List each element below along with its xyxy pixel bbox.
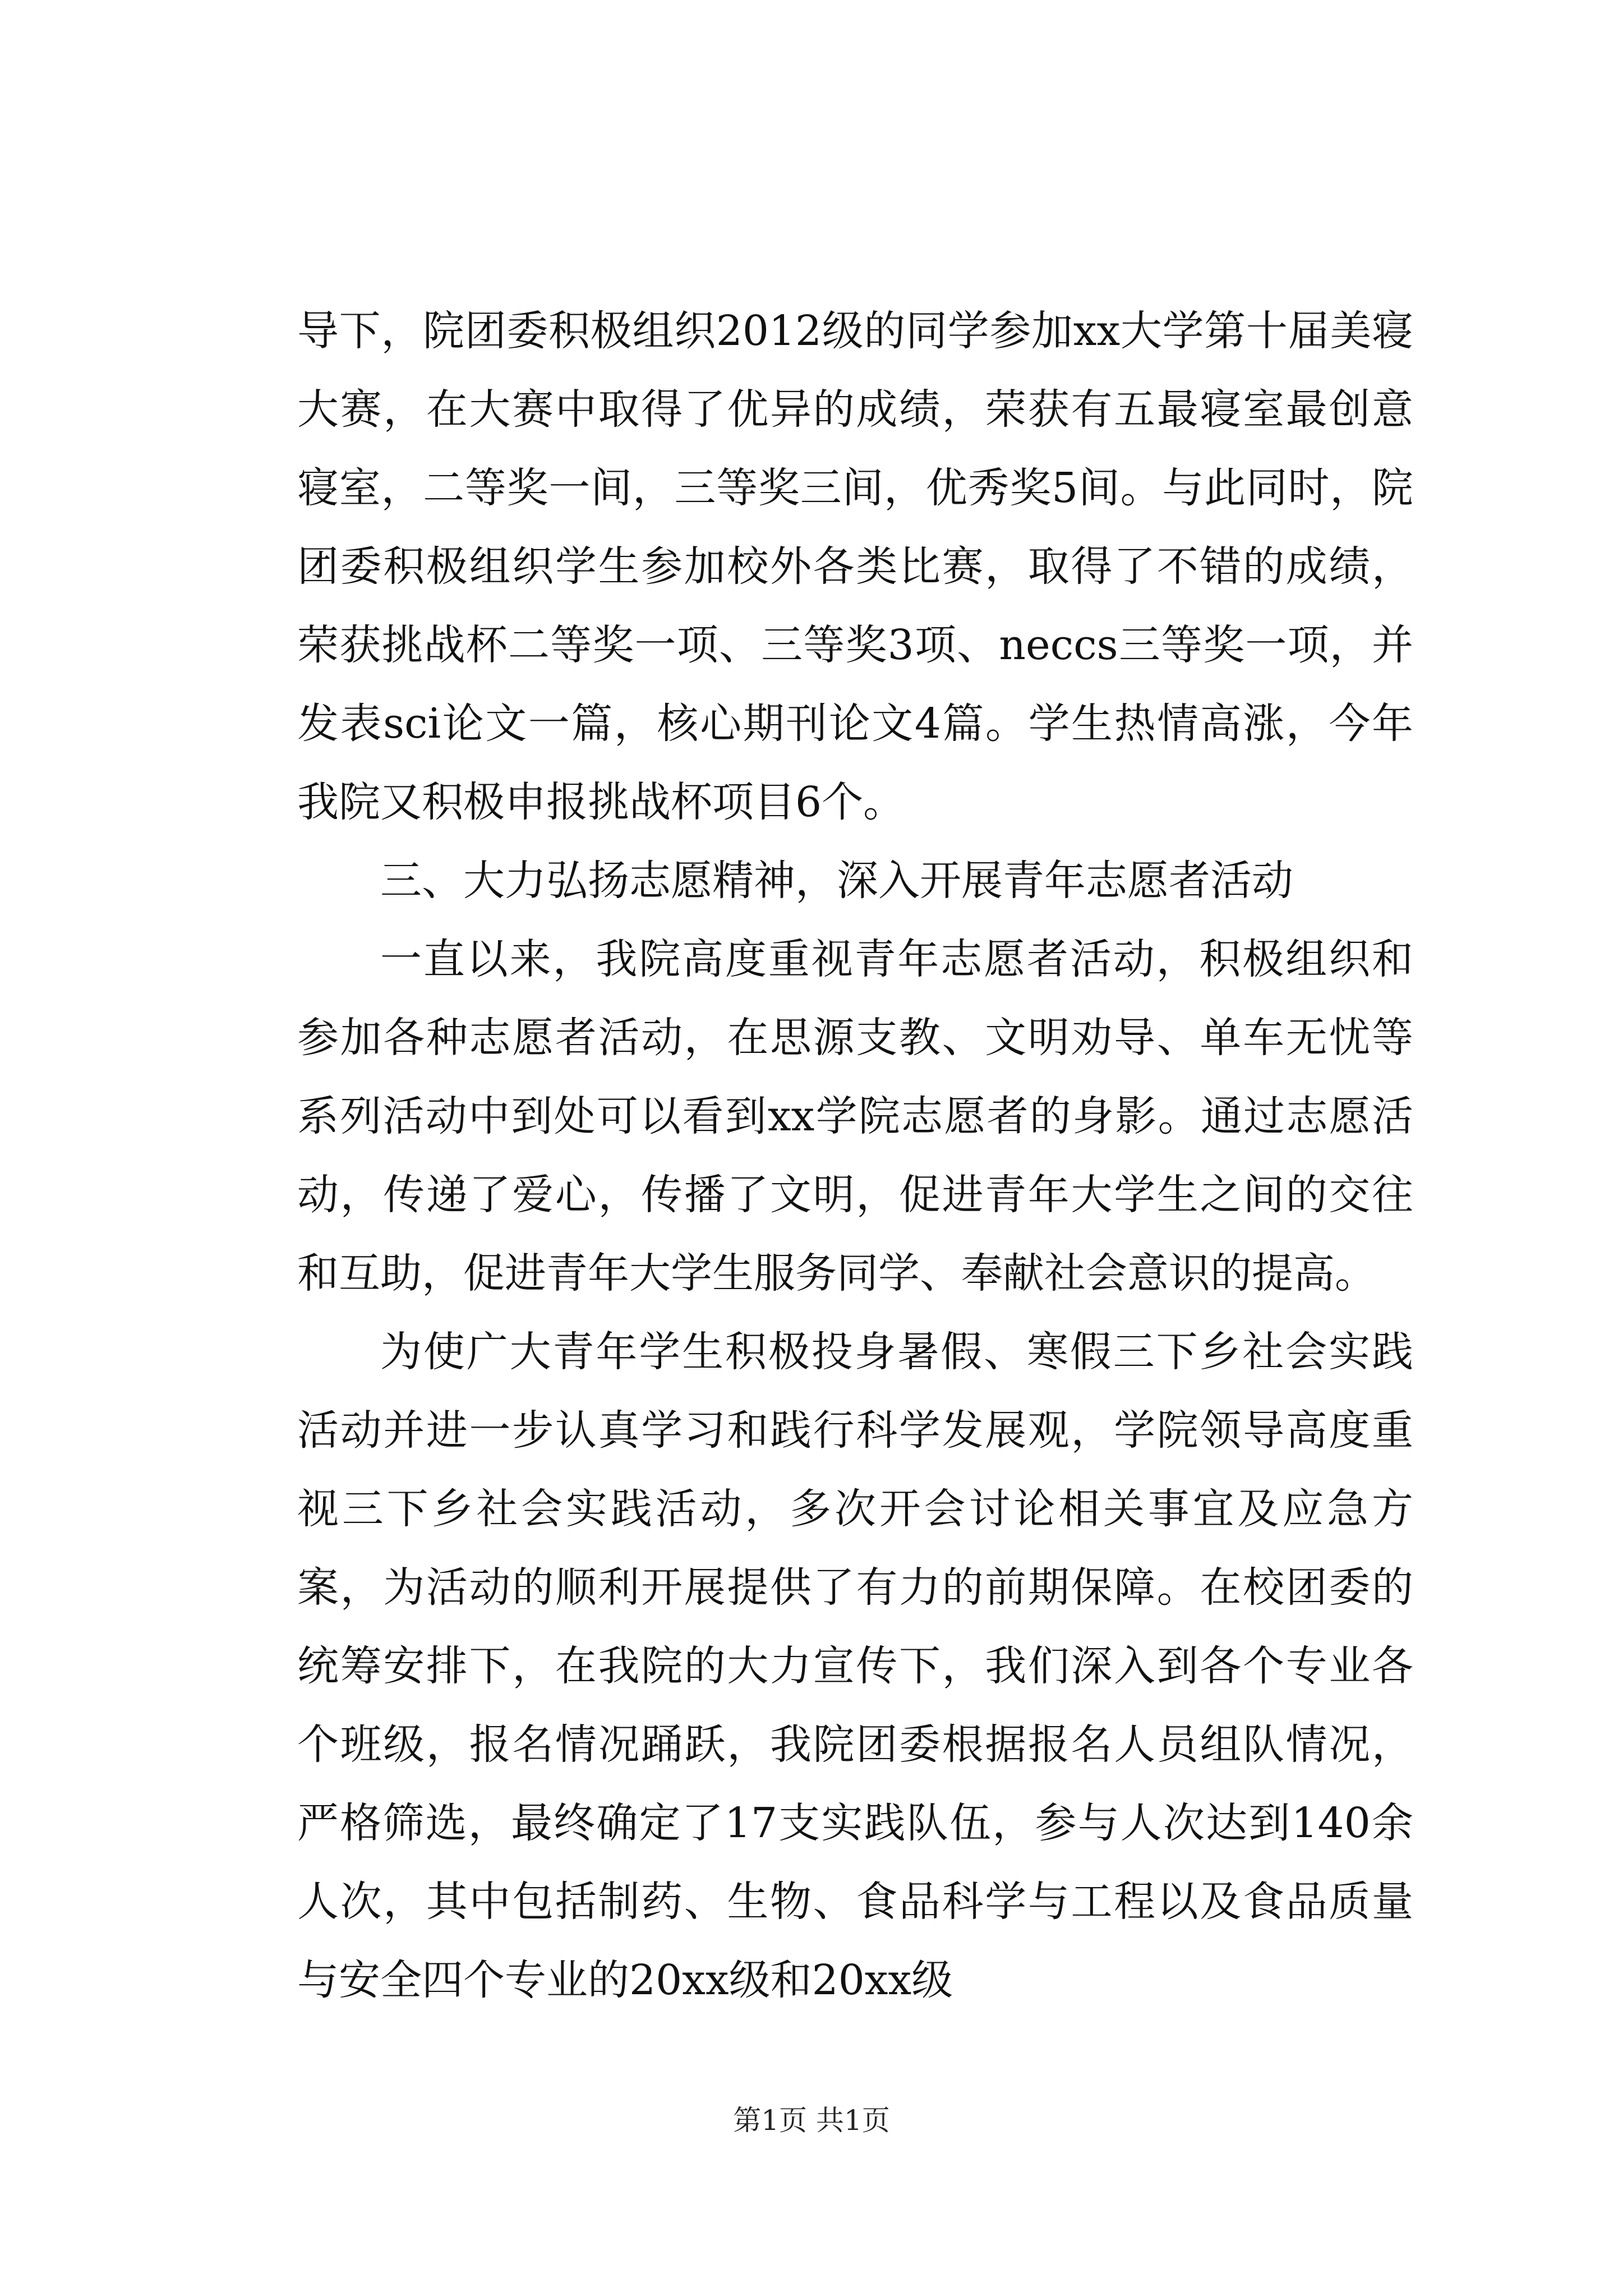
section-heading: 三、大力弘扬志愿精神，深入开展青年志愿者活动	[380, 857, 1293, 905]
paragraph-continuation: 导下，院团委积极组织2012级的同学参加xx大学第十届美寝大赛，在大赛中取得了优异的成绩，荣获有五最寝室最创意寝室，二等奖一间，三等奖三间，优秀奖5间。与此同时，院团委积极组织学生参加校外各类比赛，取得了不错的成绩，荣获挑战杯二等奖一项、三等奖3项、neccs三等奖一项，并发表sci论文一篇，核心期刊论文4篇。学生热情高涨，今年我院又积极申报挑战杯项目6个。	[297, 307, 1413, 826]
paragraph-volunteer: 一直以来，我院高度重视青年志愿者活动，积极组织和参加各种志愿者活动，在思源支教、文明劝导、单车无忧等系列活动中到处可以看到xx学院志愿者的身影。通过志愿活动，传递了爱心，传播了文明，促进青年大学生之间的交往和互助，促进青年大学生服务同学、奉献社会意识的提高。	[297, 935, 1413, 1297]
page-footer: 第1页 共1页	[733, 2104, 890, 2137]
document-body	[297, 292, 1413, 2019]
paragraph-social-practice: 为使广大青年学生积极投身暑假、寒假三下乡社会实践活动并进一步认真学习和践行科学发展观，学院领导高度重视三下乡社会实践活动，多次开会讨论相关事宜及应急方案，为活动的顺利开展提供了有力的前期保障。在校团委的统筹安排下，在我院的大力宣传下，我们深入到各个专业各个班级，报名情况踊跃，我院团委根据报名人员组队情况，严格筛选，最终确定了17支实践队伍，参与人次达到140余人次，其中包括制药、生物、食品科学与工程以及食品质量与安全四个专业的20xx级和20xx级	[297, 1328, 1413, 2004]
